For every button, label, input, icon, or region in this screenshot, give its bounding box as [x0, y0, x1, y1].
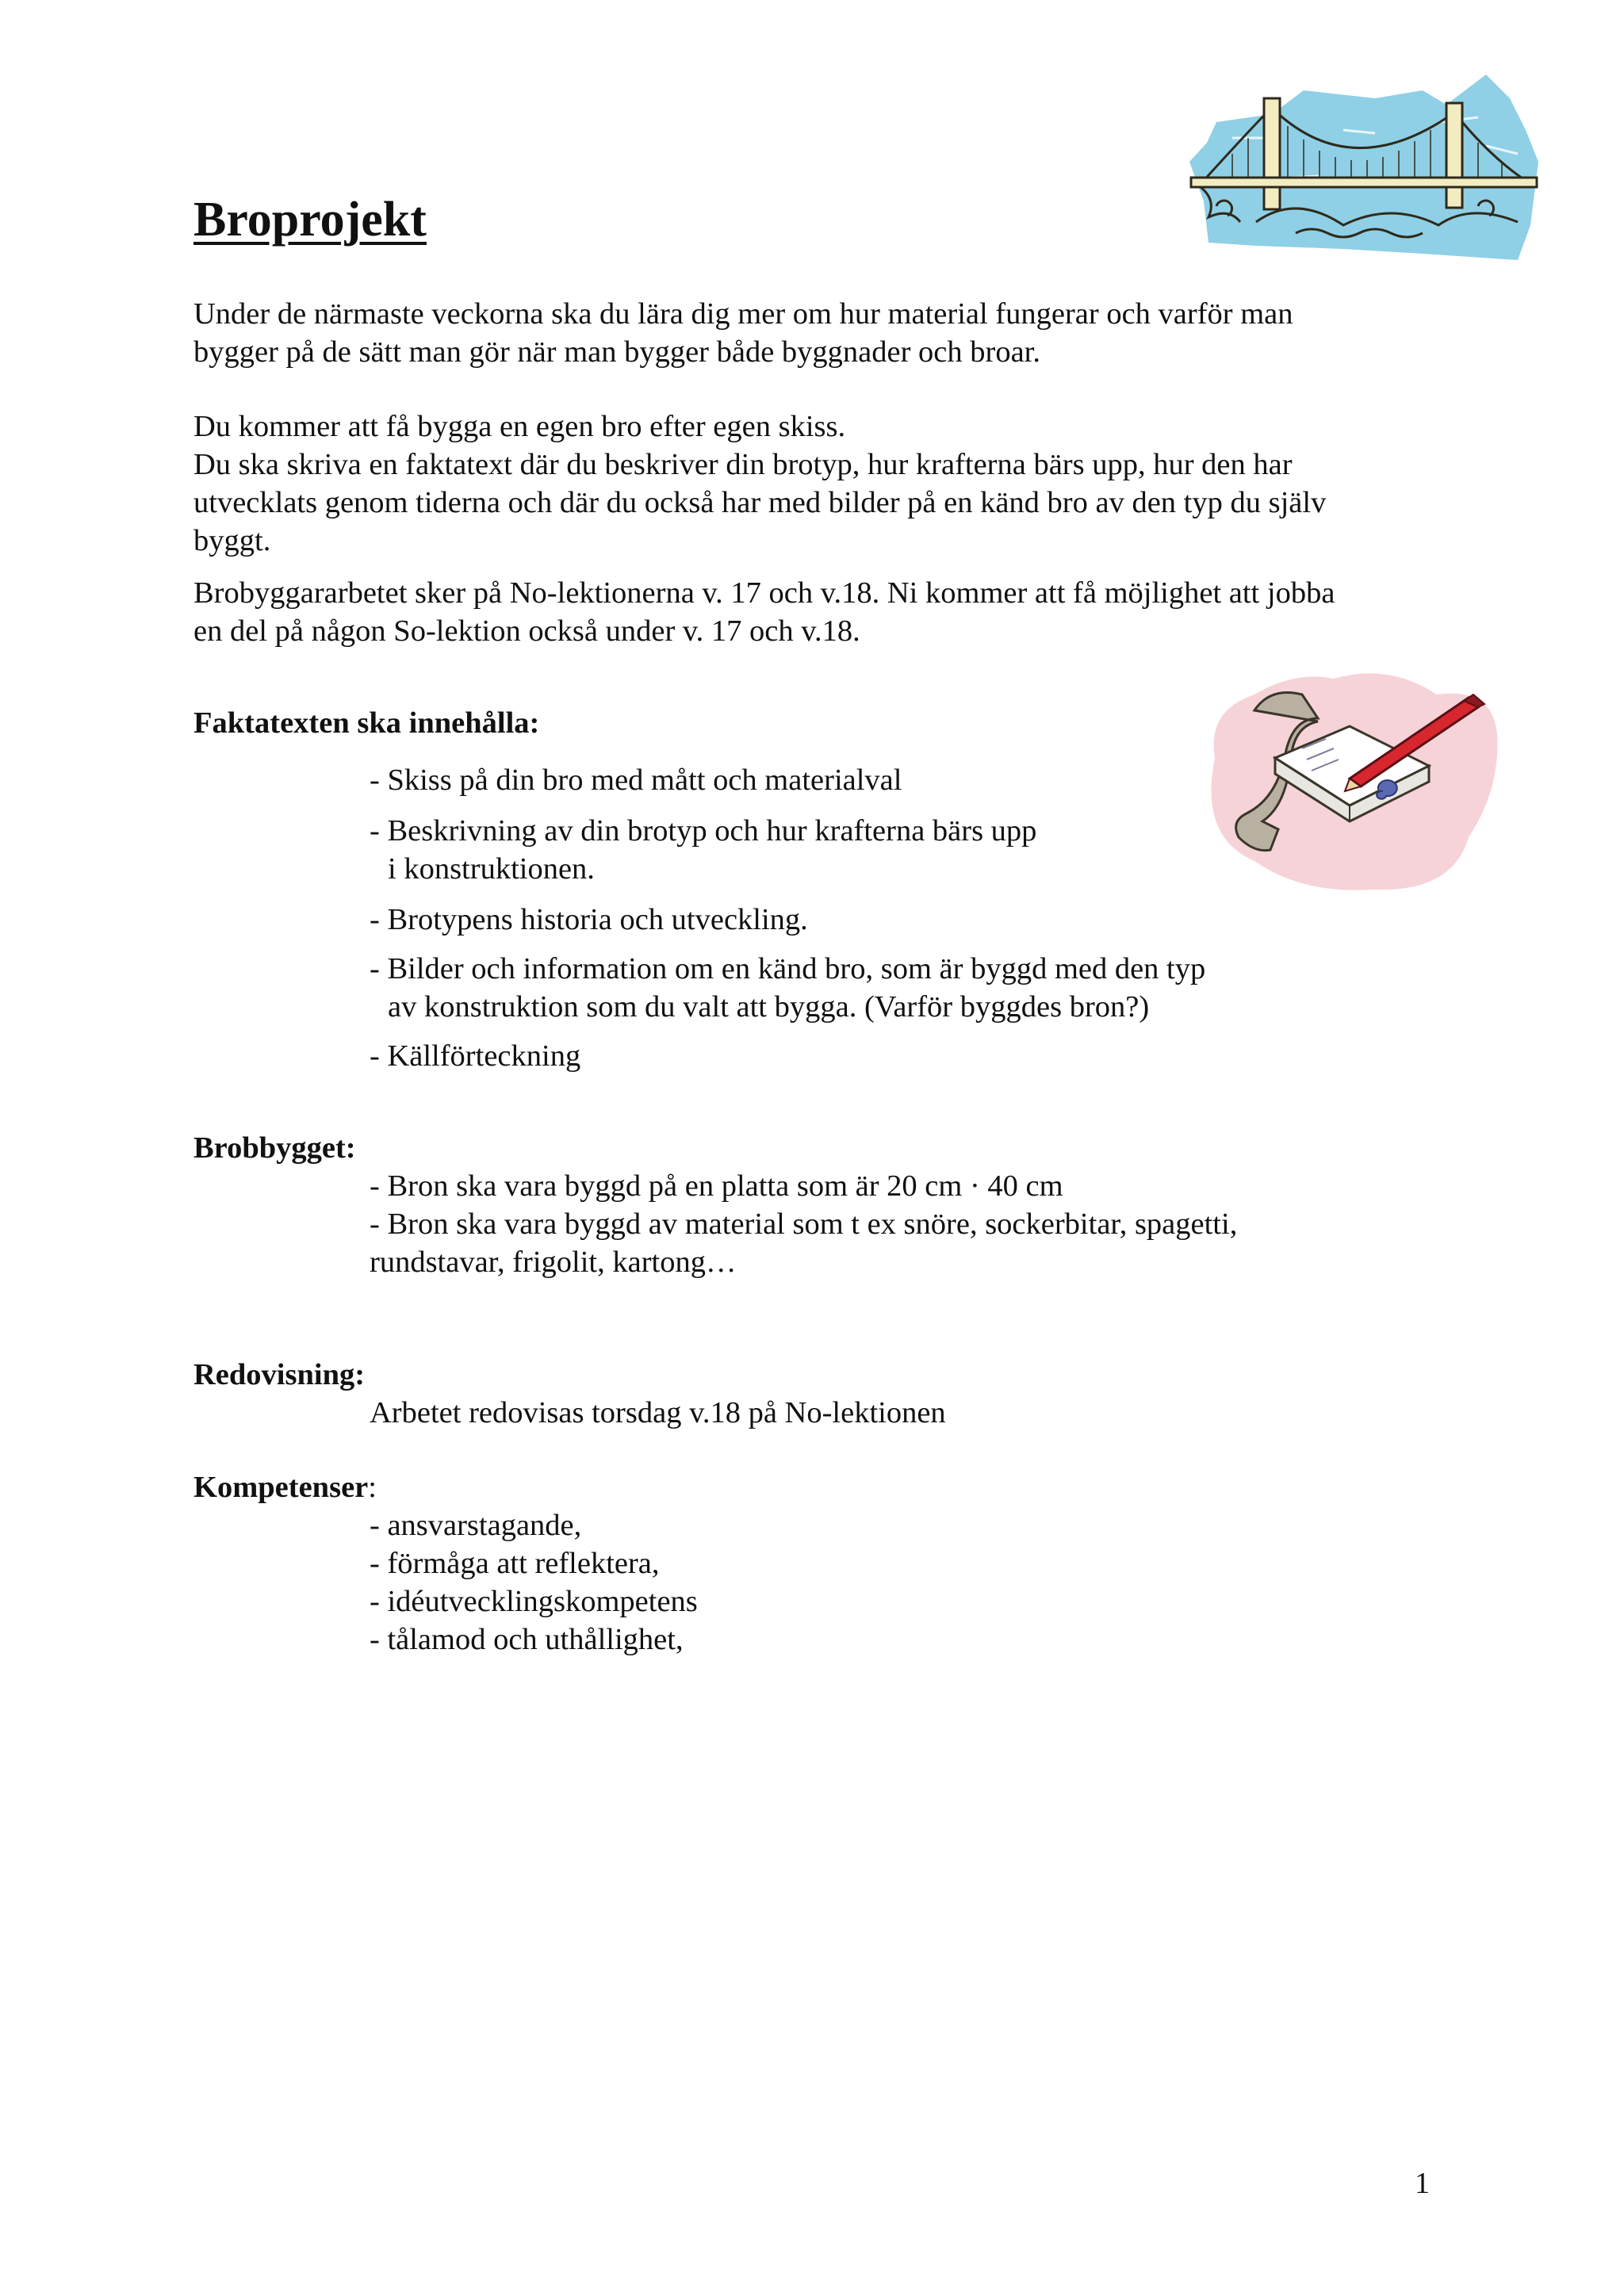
intro-text-line: en del på någon So-lektion också under v. 17 och v.18.	[193, 614, 860, 648]
notebook-pen-clipart-icon	[1199, 663, 1500, 894]
kompetens-item: - idéutvecklingskompetens	[370, 1585, 698, 1618]
page-title: Broprojekt	[193, 193, 427, 247]
intro-text-line: byggt.	[193, 524, 271, 557]
kompetens-item: - ansvarstagande,	[370, 1509, 582, 1542]
intro-text-line: Brobyggararbetet sker på No-lektionerna v. 17 och v.18. Ni kommer att få möjlighet att jobba	[193, 576, 1335, 610]
page-number: 1	[1415, 2167, 1430, 2200]
bygget-text-line: rundstavar, frigolit, kartong…	[370, 1246, 737, 1279]
fakta-list-item	[370, 950, 1205, 1026]
intro-text-line: utvecklats genom tiderna och där du också har med bilder på en känd bro av den typ du själv	[193, 486, 1327, 519]
kompetenser-heading	[193, 1468, 377, 1506]
fakta-list-item-line: av konstruktion som du valt att bygga. (Varför byggdes bron?)	[388, 990, 1150, 1024]
fakta-list-item: - Skiss på din bro med mått och materialval	[370, 763, 902, 797]
fakta-list-item-line: i konstruktionen.	[388, 852, 595, 886]
bygget-text-line: - Bron ska vara byggd på en platta som är 20 cm · 40 cm	[370, 1169, 1063, 1203]
intro-text-line: Du kommer att få bygga en egen bro efter egen skiss.	[193, 410, 846, 443]
kompetens-item: - tålamod och uthållighet,	[370, 1623, 684, 1656]
bygget-heading: Brobbygget:	[193, 1131, 356, 1165]
kompetens-item: - förmåga att reflektera,	[370, 1547, 660, 1580]
intro-text-line: bygger på de sätt man gör när man bygger både byggnader och broar.	[193, 335, 1040, 369]
fakta-list-item: - Brotypens historia och utveckling.	[370, 903, 808, 936]
redovisning-text: Arbetet redovisas torsdag v.18 på No-lektionen	[370, 1396, 946, 1429]
fakta-list-item: - Källförteckning	[370, 1039, 581, 1073]
fakta-heading: Faktatexten ska innehålla:	[193, 706, 540, 740]
fakta-list-item	[370, 812, 1036, 888]
bygget-text-line: - Bron ska vara byggd av material som t ex snöre, sockerbitar, spagetti,	[370, 1207, 1238, 1241]
intro-text-line: Du ska skriva en faktatext där du beskriver din brotyp, hur krafterna bärs upp, hur den har	[193, 448, 1293, 481]
fakta-list-item-line: - Bilder och information om en känd bro, som är byggd med den typ	[370, 952, 1206, 985]
intro-text-line: Under de närmaste veckorna ska du lära dig mer om hur material fungerar och varför man	[193, 297, 1293, 331]
redovisning-heading: Redovisning:	[193, 1358, 366, 1391]
kompetenser-heading-label: Kompetenser	[193, 1471, 369, 1504]
fakta-list-item-line: - Beskrivning av din brotyp och hur krafterna bärs upp	[370, 814, 1037, 848]
bridge-clipart-icon	[1185, 67, 1538, 260]
kompetenser-heading-colon: :	[368, 1471, 377, 1504]
